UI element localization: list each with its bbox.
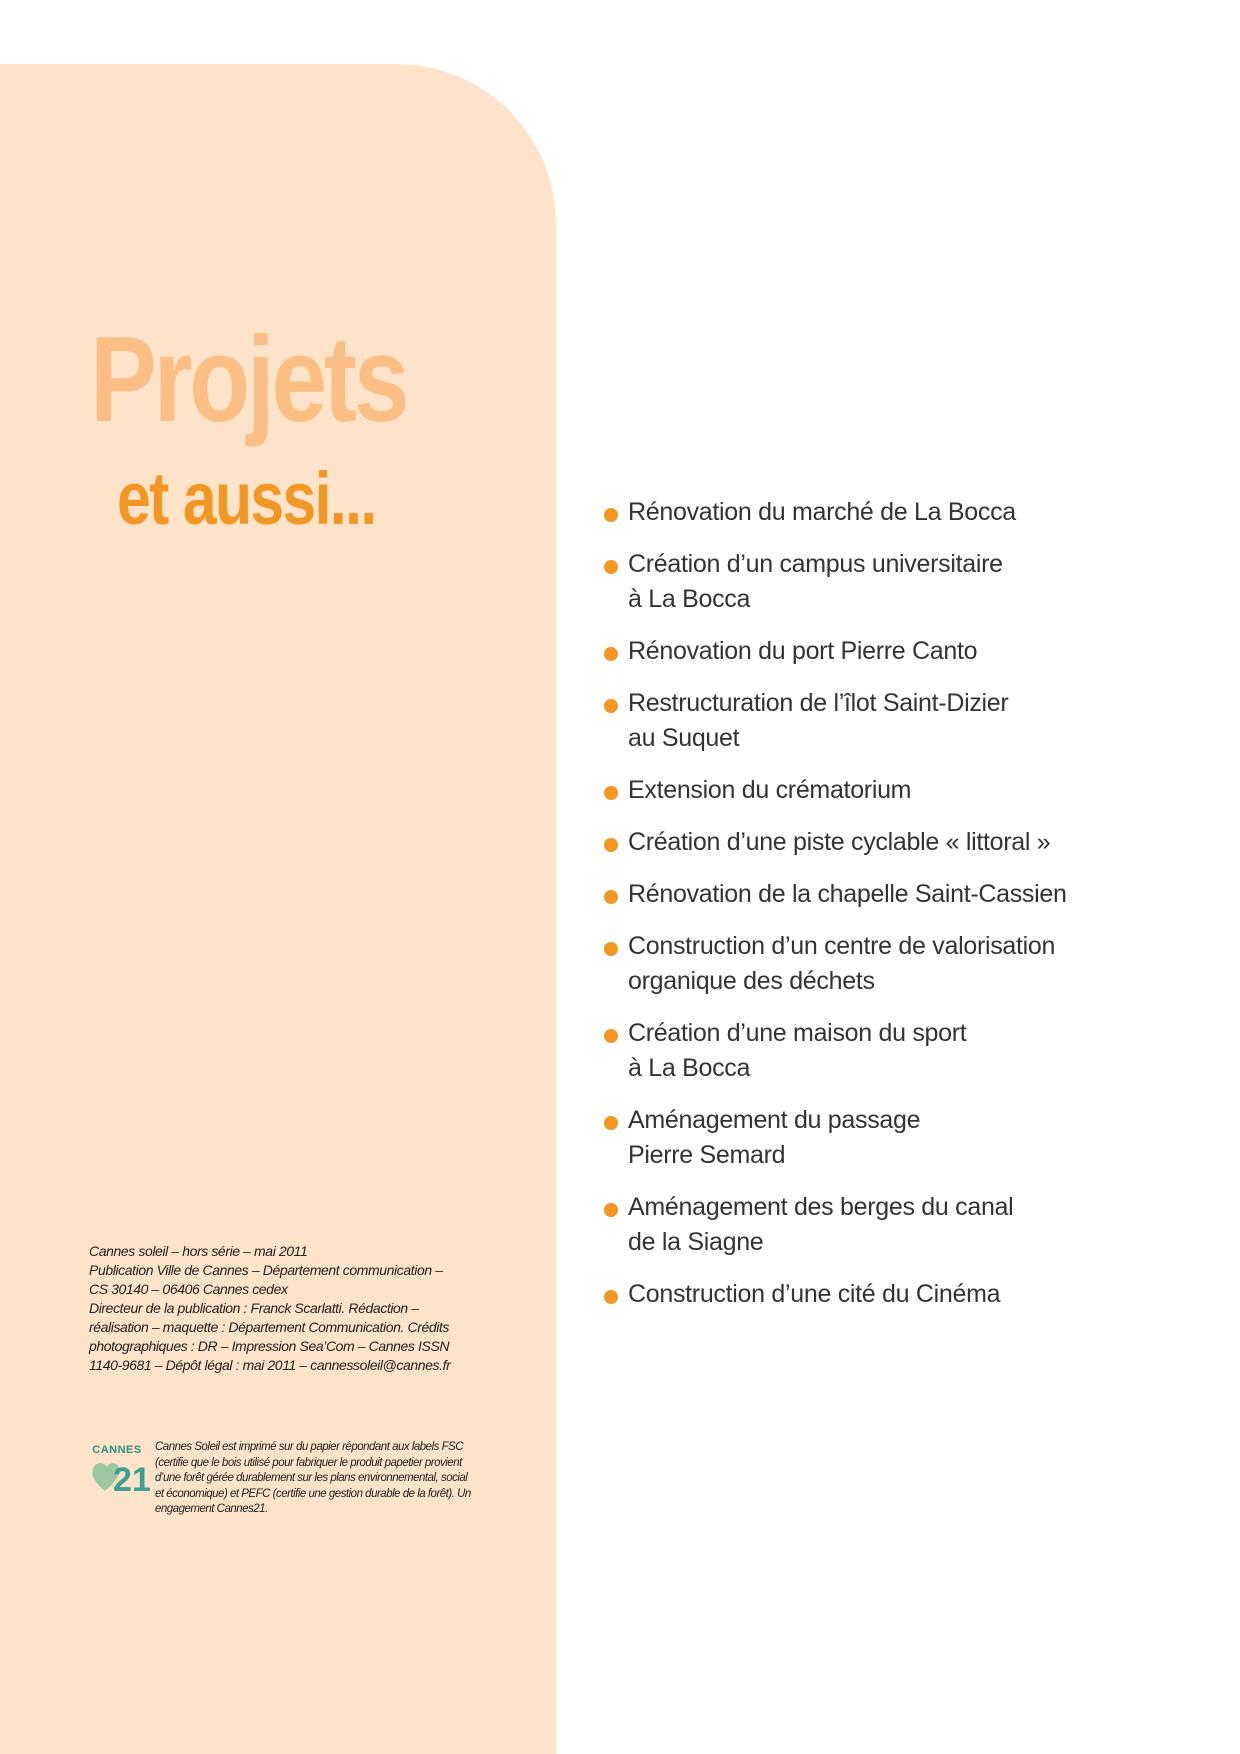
list-item-text: organique des déchets (628, 967, 875, 995)
list-item (604, 495, 1164, 530)
credits-line: CS 30140 – 06406 Cannes cedex (89, 1281, 288, 1297)
list-item-text: Construction d’une cité du Cinéma (628, 1280, 1001, 1308)
list-item (604, 877, 1164, 912)
list-item-text: à La Bocca (628, 585, 751, 613)
publication-credits (89, 1242, 469, 1375)
list-item-text: au Suquet (628, 724, 740, 752)
list-item-text: Aménagement du passage (628, 1106, 921, 1134)
list-item-text: Création d’une maison du sport (628, 1019, 967, 1047)
bullet-icon (604, 890, 618, 904)
list-item (604, 1190, 1164, 1260)
list-item-text: Rénovation de la chapelle Saint-Cassien (628, 880, 1067, 908)
list-item-text: Rénovation du port Pierre Canto (628, 637, 978, 665)
list-item (604, 1016, 1164, 1086)
list-item (604, 1103, 1164, 1173)
list-item-text: Création d’un campus universitaire (628, 550, 1003, 578)
credits-line: Cannes soleil – hors série – mai 2011 (89, 1243, 308, 1259)
list-item-text: Pierre Semard (628, 1141, 786, 1169)
list-item-text: Aménagement des berges du canal (628, 1193, 1014, 1221)
bullet-icon (604, 1116, 618, 1130)
bullet-icon (604, 560, 618, 574)
list-item-text: de la Siagne (628, 1228, 764, 1256)
list-item (604, 825, 1164, 860)
list-item (604, 1277, 1164, 1312)
bullet-icon (604, 838, 618, 852)
list-item (604, 547, 1164, 617)
credits-line: photographiques : DR – Impression Sea’Com – Cannes ISSN (89, 1338, 450, 1354)
list-item-text: Rénovation du marché de La Bocca (628, 498, 1016, 526)
page-title: Projets (90, 311, 407, 447)
bullet-icon (604, 699, 618, 713)
project-list (604, 495, 1164, 1329)
credits-line: Publication Ville de Cannes – Département communication – (89, 1262, 443, 1278)
list-item (604, 773, 1164, 808)
list-item (604, 929, 1164, 999)
heart-icon (91, 1456, 151, 1499)
bullet-icon (604, 1029, 618, 1043)
list-item-text: Création d’une piste cyclable « littoral » (628, 828, 1051, 856)
cannes21-logo (89, 1444, 151, 1499)
cannes21-logo-word: CANNES (92, 1444, 142, 1456)
list-item-text: Extension du crématorium (628, 776, 912, 804)
bullet-icon (604, 647, 618, 661)
list-item-text: à La Bocca (628, 1054, 751, 1082)
bullet-icon (604, 1203, 618, 1217)
list-item (604, 686, 1164, 756)
cannes21-logo-number: 21 (113, 1461, 151, 1499)
bullet-icon (604, 786, 618, 800)
bullet-icon (604, 1290, 618, 1304)
page-subtitle: et aussi... (117, 457, 376, 540)
eco-label-notice (89, 1440, 469, 1520)
list-item (604, 634, 1164, 669)
eco-label-text: Cannes Soleil est imprimé sur du papier répondant aux labels FSC (certifie que le bois utilisé pour fabriquer le produit papetier provient d’une forêt gérée durablement sur les plans environnemental, social et économique) et PEFC (certifie une gestion durable de la forêt). Un engagement Cannes21. (155, 1441, 471, 1515)
bullet-icon (604, 508, 618, 522)
credits-line: 1140-9681 – Dépôt légal : mai 2011 – cannessoleil@cannes.fr (89, 1357, 451, 1373)
list-item-text: Restructuration de l’îlot Saint-Dizier (628, 689, 1009, 717)
list-item-text: Construction d’un centre de valorisation (628, 932, 1056, 960)
credits-line: réalisation – maquette : Département Communication. Crédits (89, 1319, 450, 1335)
bullet-icon (604, 942, 618, 956)
credits-line: Directeur de la publication : Franck Scarlatti. Rédaction – (89, 1300, 419, 1316)
